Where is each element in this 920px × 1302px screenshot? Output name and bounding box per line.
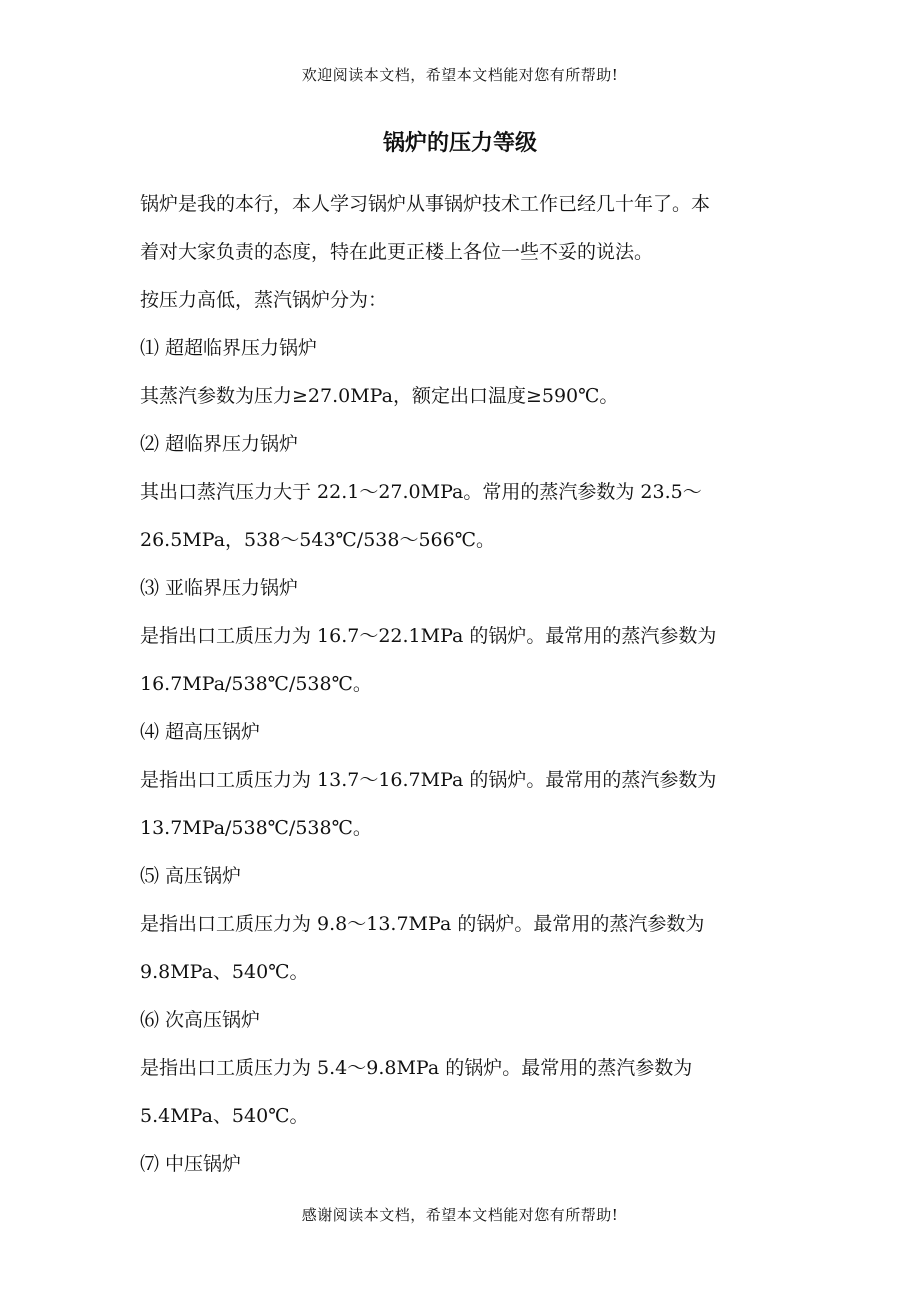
item-description-6-line-2: 5.4MPa、540℃。 — [140, 1105, 309, 1127]
item-description-5-line-1: 是指出口工质压力为 9.8～13.7MPa 的锅炉。最常用的蒸汽参数为 — [140, 913, 705, 935]
item-heading-5: ⑸ 高压锅炉 — [140, 865, 242, 887]
page-footer: 感谢阅读本文档，希望本文档能对您有所帮助! — [301, 1206, 619, 1224]
item-description-2-line-2: 26.5MPa，538～543℃/538～566℃。 — [140, 529, 495, 551]
paragraph-intro-line-1: 锅炉是我的本行，本人学习锅炉从事锅炉技术工作已经几十年了。本 — [140, 193, 711, 215]
item-heading-1: ⑴ 超超临界压力锅炉 — [140, 337, 318, 359]
item-heading-2: ⑵ 超临界压力锅炉 — [140, 433, 299, 455]
item-description-6-line-1: 是指出口工质压力为 5.4～9.8MPa 的锅炉。最常用的蒸汽参数为 — [140, 1057, 693, 1079]
item-heading-6: ⑹ 次高压锅炉 — [140, 1009, 261, 1031]
paragraph-intro-line-2: 着对大家负责的态度，特在此更正楼上各位一些不妥的说法。 — [140, 241, 654, 263]
item-description-3-line-1: 是指出口工质压力为 16.7～22.1MPa 的锅炉。最常用的蒸汽参数为 — [140, 625, 717, 647]
item-description-5-line-2: 9.8MPa、540℃。 — [140, 961, 309, 983]
item-description-4-line-2: 13.7MPa/538℃/538℃。 — [140, 817, 372, 839]
classification-lead: 按压力高低，蒸汽锅炉分为： — [140, 289, 388, 311]
document-body — [140, 180, 790, 1188]
page-header: 欢迎阅读本文档，希望本文档能对您有所帮助! — [301, 66, 619, 84]
item-description-4-line-1: 是指出口工质压力为 13.7～16.7MPa 的锅炉。最常用的蒸汽参数为 — [140, 769, 717, 791]
item-description-3-line-2: 16.7MPa/538℃/538℃。 — [140, 673, 372, 695]
item-heading-3: ⑶ 亚临界压力锅炉 — [140, 577, 299, 599]
document-title: 锅炉的压力等级 — [382, 131, 537, 156]
item-description-1: 其蒸汽参数为压力≥27.0MPa，额定出口温度≥590℃。 — [140, 385, 619, 407]
item-description-2-line-1: 其出口蒸汽压力大于 22.1～27.0MPa。常用的蒸汽参数为 23.5～ — [140, 481, 702, 503]
item-heading-4: ⑷ 超高压锅炉 — [140, 721, 261, 743]
item-heading-7: ⑺ 中压锅炉 — [140, 1153, 242, 1175]
